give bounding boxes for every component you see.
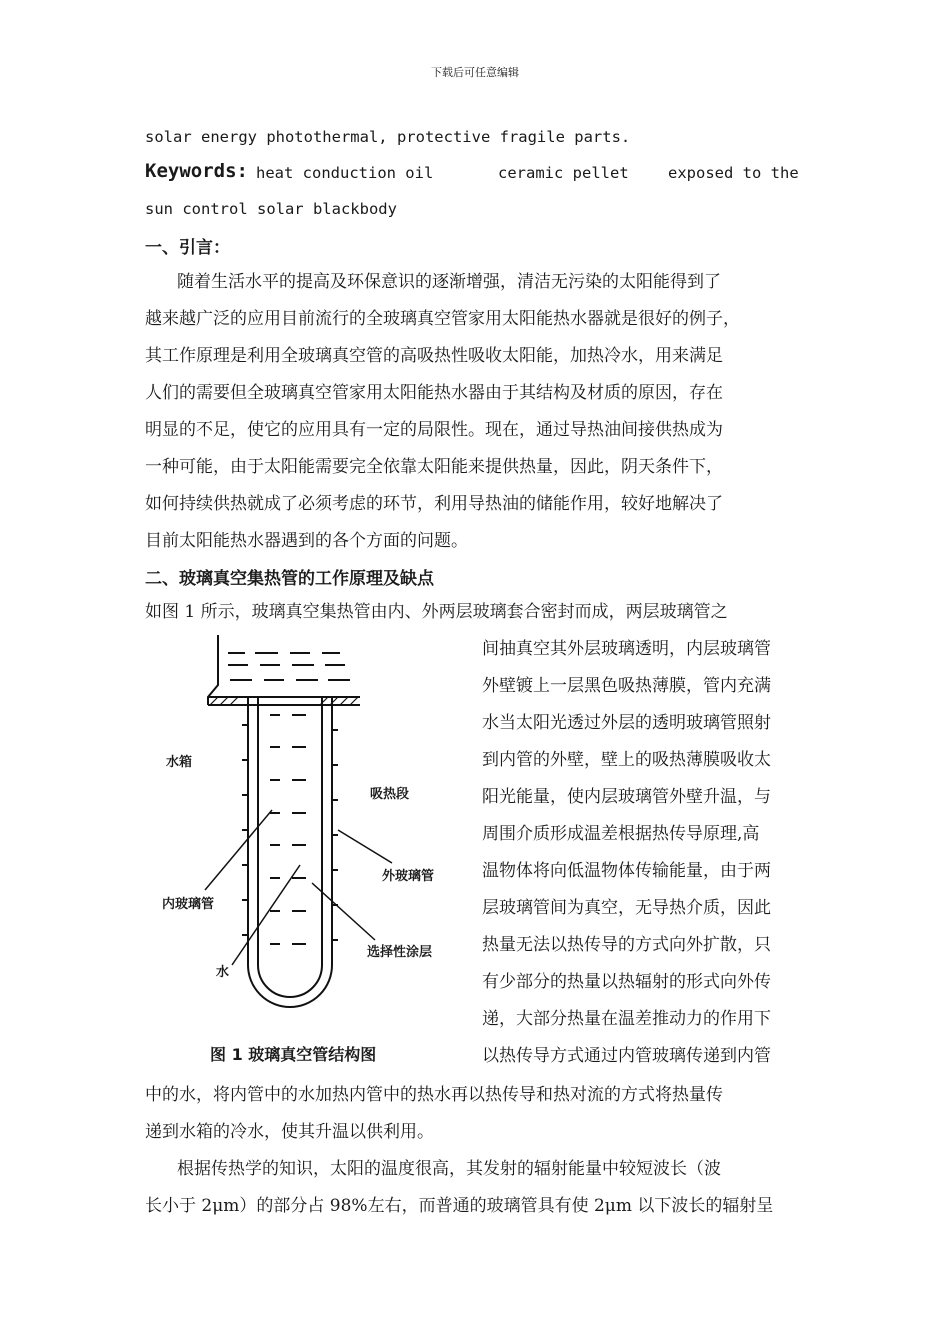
keywords-line-1	[145, 160, 799, 182]
paragraph-line: 层玻璃管间为真空，无导热介质，因此	[482, 898, 771, 918]
paragraph-line: 根据传热学的知识，太阳的温度很高，其发射的辐射能量中较短波长（波	[177, 1159, 721, 1179]
section-heading: 一、引言：	[145, 238, 230, 258]
paragraph-line: 目前太阳能热水器遇到的各个方面的问题。	[145, 531, 468, 551]
figure-caption: 图 1 玻璃真空管结构图	[210, 1045, 377, 1064]
vacuum-tube-figure	[160, 635, 460, 1035]
label-selective-coating: 选择性涂层	[367, 945, 433, 960]
paragraph-line: 温物体将向低温物体传输能量，由于两	[482, 861, 771, 881]
paragraph-line: 一种可能，由于太阳能需要完全依靠太阳能来提供热量，因此，阴天条件下，	[145, 457, 723, 477]
paragraph-line: 中的水，将内管中的水加热内管中的热水再以热传导和热对流的方式将热量传	[145, 1085, 723, 1105]
paragraph-line: 水当太阳光透过外层的透明玻璃管照射	[482, 713, 771, 733]
keywords-line-2: sun control solar blackbody	[145, 200, 397, 218]
keywords-label: Keywords:	[145, 160, 248, 182]
section-heading: 二、玻璃真空集热管的工作原理及缺点	[145, 569, 434, 589]
paragraph-line: 外壁镀上一层黑色吸热薄膜，管内充满	[482, 676, 771, 696]
paragraph-line: 递，大部分热量在温差推动力的作用下	[482, 1009, 771, 1029]
paragraph-line: 长小于 2μm）的部分占 98%左右，而普通的玻璃管具有使 2μm 以下波长的辐射呈	[145, 1196, 774, 1216]
label-water-tank: 水箱	[166, 755, 193, 770]
paragraph-line: 越来越广泛的应用目前流行的全玻璃真空管家用太阳能热水器就是很好的例子，	[145, 309, 740, 329]
paragraph-line: 阳光能量，使内层玻璃管外壁升温，与	[482, 787, 771, 807]
page-header: 下载后可任意编辑	[431, 66, 519, 79]
paragraph-line: 周围介质形成温差根据热传导原理,高	[482, 824, 760, 844]
paragraph-line: 如图 1 所示，玻璃真空集热管由内、外两层玻璃套合密封而成，两层玻璃管之	[145, 602, 728, 622]
paragraph-line: 随着生活水平的提高及环保意识的逐渐增强，清洁无污染的太阳能得到了	[177, 272, 721, 292]
paragraph-line: 明显的不足，使它的应用具有一定的局限性。现在，通过导热油间接供热成为	[145, 420, 723, 440]
abstract-tail: solar energy photothermal, protective fragile parts.	[145, 128, 631, 146]
keyword-term: exposed to the	[668, 164, 799, 182]
paragraph-line: 递到水箱的冷水，使其升温以供利用。	[145, 1122, 434, 1142]
paragraph-line: 以热传导方式通过内管玻璃传递到内管	[482, 1046, 771, 1066]
paragraph-line: 如何持续供热就成了必须考虑的环节，利用导热油的储能作用，较好地解决了	[145, 494, 723, 514]
label-inner-tube: 内玻璃管	[162, 897, 215, 912]
paragraph-line: 有少部分的热量以热辐射的形式向外传	[482, 972, 771, 992]
paragraph-line: 热量无法以热传导的方式向外扩散，只	[482, 935, 771, 955]
keyword-term: heat conduction oil	[256, 164, 434, 182]
paragraph-line: 其工作原理是利用全玻璃真空管的高吸热性吸收太阳能，加热冷水，用来满足	[145, 346, 723, 366]
vacuum-tube-diagram	[160, 635, 460, 1035]
paragraph-line: 人们的需要但全玻璃真空管家用太阳能热水器由于其结构及材质的原因，存在	[145, 383, 723, 403]
label-outer-tube: 外玻璃管	[382, 869, 435, 884]
paragraph-line: 到内管的外壁，壁上的吸热薄膜吸收太	[482, 750, 771, 770]
label-absorb-section: 吸热段	[370, 787, 410, 802]
paragraph-line: 间抽真空其外层玻璃透明，内层玻璃管	[482, 639, 771, 659]
keyword-term: ceramic pellet	[498, 164, 629, 182]
label-water: 水	[216, 965, 230, 980]
